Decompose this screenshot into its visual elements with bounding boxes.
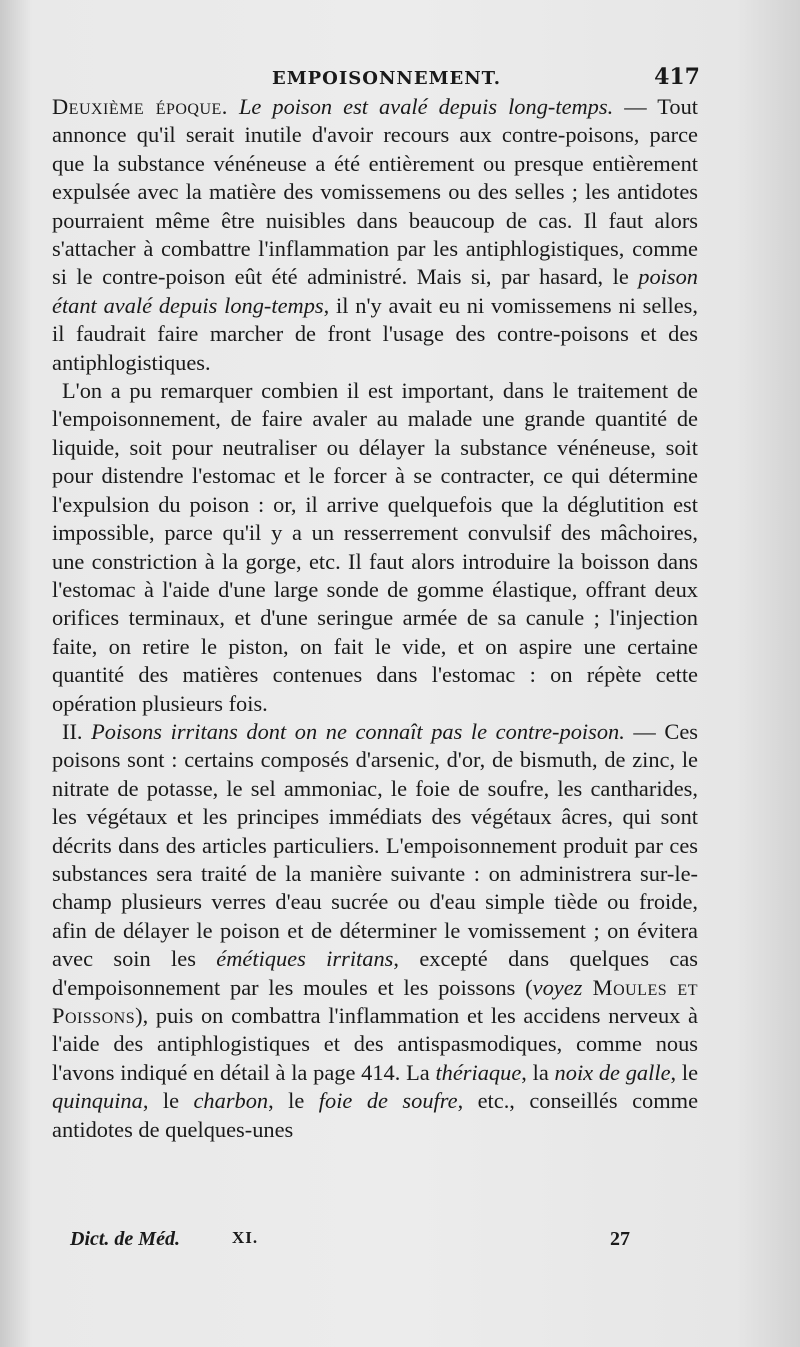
paragraph-text: , le xyxy=(670,1059,699,1085)
emphasis-text: poison étant avalé depuis long-temps xyxy=(52,264,698,318)
paragraph-text: , il n'y avait eu ni vomissemens ni selles, il faudrait faire marcher de front l'usage des contre-poisons et des antiphlogistiques. xyxy=(52,292,698,375)
page-footer xyxy=(70,1228,630,1258)
section-title: Poisons irritans dont on ne connaît pas le contre-poison. xyxy=(91,718,625,744)
emphasis-text: émétiques irritans xyxy=(216,946,394,972)
emphasis-text: foie de soufre xyxy=(318,1088,458,1114)
emphasis-text: quinquina xyxy=(52,1088,143,1114)
paragraph-text: — Tout annonce qu'il serait inutile d'avoir recours aux contre-poisons, parce que la substance vénéneuse a été entièrement ou presque entièrement expulsée avec la matière des vomissemens ou des selles ; les antidotes pourraient même être nuisibles dans beaucoup de cas. Il faut alors s'attacher à combattre l'inflammation par les antiphlogistiques, comme si le contre-poison eût été administré. Mais si, par hasard, le xyxy=(52,94,698,290)
sheet-number: 27 xyxy=(610,1228,630,1250)
signature-mark: Dict. de Méd. xyxy=(70,1228,180,1250)
paragraph-poisons-irritans xyxy=(52,718,698,1144)
emphasis-text: charbon xyxy=(193,1088,269,1114)
paragraph-text: ), puis on combattra l'inflammation et les accidens nerveux à l'aide des antiphlogistiques et des antispasmodiques, comme nous l'avons indiqué en détail à la page 414. La xyxy=(52,1003,698,1085)
page-number: 417 xyxy=(654,64,700,90)
emphasis-text: voyez xyxy=(532,974,583,1000)
emphasis-text: thériaque xyxy=(435,1059,522,1085)
body-text xyxy=(52,93,698,1144)
cross-reference: Moules et Poissons xyxy=(52,974,698,1028)
paragraph-text: , excepté dans quelques cas d'empoisonnement par les moules et les poissons ( xyxy=(52,946,699,1000)
paragraph-text: , la xyxy=(521,1059,555,1085)
paragraph-text: , le xyxy=(142,1088,194,1114)
section-label: Deuxième époque. xyxy=(52,94,228,119)
running-title: EMPOISONNEMENT. xyxy=(272,68,502,89)
volume-mark: XI. xyxy=(232,1228,259,1247)
section-title: Le poison est avalé depuis long-temps. xyxy=(238,94,614,119)
paragraph-text: , etc., conseillés comme antidotes de quelques-unes xyxy=(52,1088,699,1142)
paragraph-text: — Ces poisons sont : certains composés d'arsenic, d'or, de bismuth, de zinc, le nitrate de potasse, le sel ammoniac, le foie de soufre, les cantharides, les végétaux et les principes immédiats des végétaux âcres, qui sont décrits dans des articles particuliers. L'empoisonnement produit par ces substances sera traité de la manière suivante : on administrera sur-le-champ plusieurs verres d'eau sucrée ou d'eau simple tiède ou froide, afin de délayer le poison et de déterminer le vomissement ; on évitera avec soin les xyxy=(52,718,698,972)
page-header xyxy=(52,64,700,94)
paragraph-liquide: L'on a pu remarquer combien il est important, dans le traitement de l'empoisonnement, de faire avaler au malade une grande quantité de liquide, soit pour neutraliser ou délayer la substance vénéneuse, soit pour distendre l'estomac et le forcer à se contracter, ce qui détermine l'expulsion du poison : or, il arrive quelquefois que la déglutition est impossible, parce qu'il y a un resserrement convulsif des mâchoires, une constriction à la gorge, etc. Il faut alors introduire la boisson dans l'estomac à l'aide d'une large sonde de gomme élastique, offrant deux orifices terminaux, et d'une seringue armée de sa canule ; l'injection faite, on retire le piston, on fait le vide, et on aspire une certaine quantité des matières contenues dans l'estomac : on répète cette opération plusieurs fois. xyxy=(52,378,698,716)
paragraph-text: , le xyxy=(268,1088,319,1114)
paragraph-deuxieme-epoque xyxy=(52,93,698,377)
emphasis-text: noix de galle xyxy=(554,1059,671,1085)
section-number: II. xyxy=(62,718,83,744)
